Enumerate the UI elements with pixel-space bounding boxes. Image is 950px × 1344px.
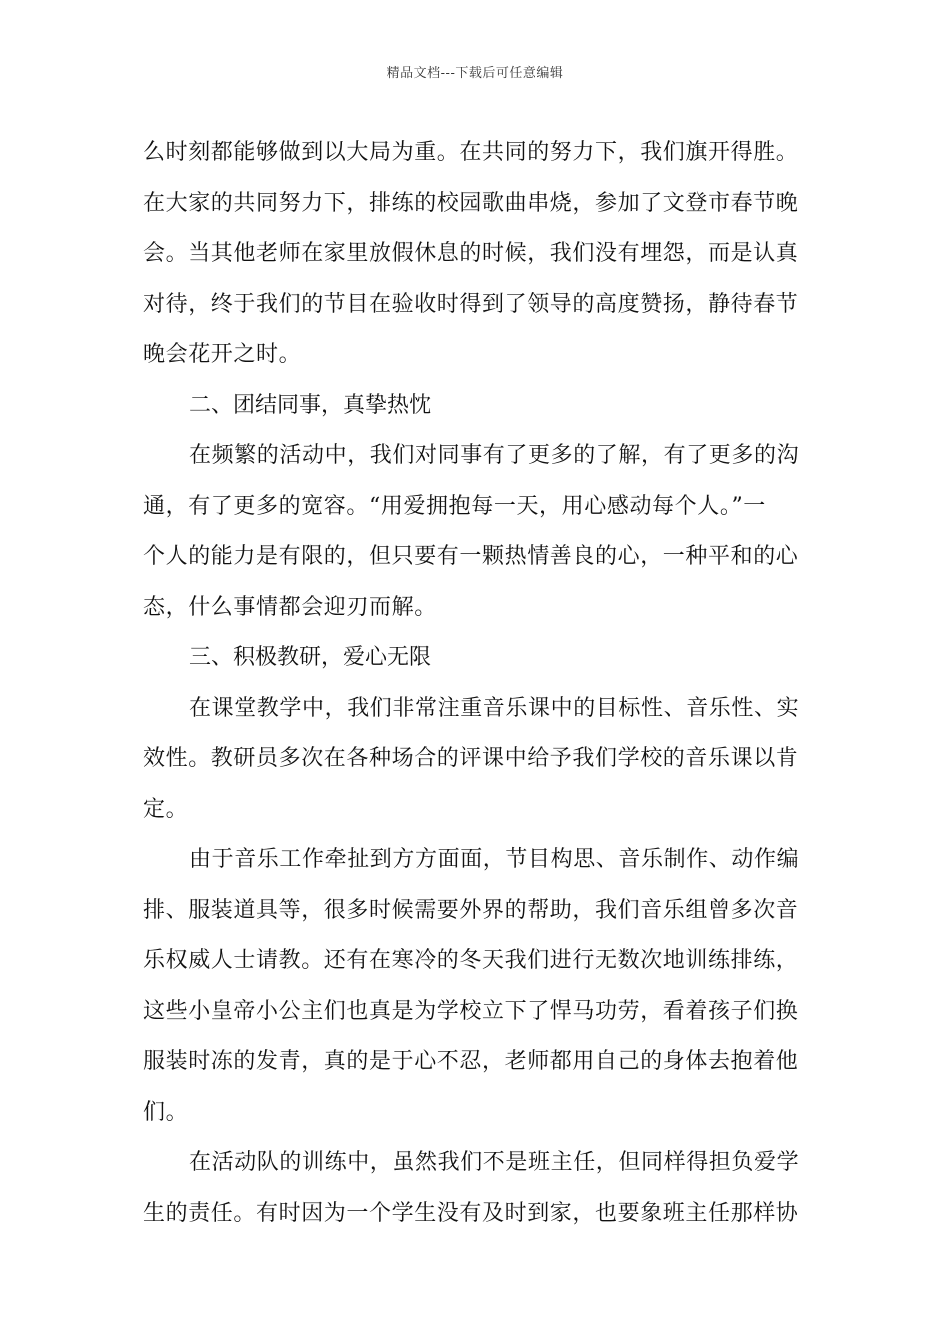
text-line: 排、服装道具等，很多时候需要外界的帮助，我们音乐组曾多次音 xyxy=(143,897,799,923)
text-line: 乐权威人士请教。还有在寒冷的冬天我们进行无数次地训练排练， xyxy=(143,948,799,973)
text-line: 对待，终于我们的节目在验收时得到了领导的高度赞扬，静待春节 xyxy=(143,291,799,317)
paragraph-first-line: 在活动队的训练中，虽然我们不是班主任，但同样得担负爱学 xyxy=(189,1150,800,1175)
text-line: 态，什么事情都会迎刃而解。 xyxy=(143,594,437,620)
section-heading: 二、团结同事，真挚热忱 xyxy=(189,392,432,418)
text-line: 服装时冻的发青，真的是于心不忍，老师都用自己的身体去抱着他 xyxy=(143,1049,799,1074)
text-line: 会。当其他老师在家里放假休息的时候，我们没有埋怨，而是认真 xyxy=(143,241,799,266)
text-line: 在大家的共同努力下，排练的校园歌曲串烧，参加了文登市春节晚 xyxy=(143,190,799,216)
text-line: 这些小皇帝小公主们也真是为学校立下了悍马功劳，看着孩子们换 xyxy=(143,998,799,1024)
text-line: 生的责任。有时因为一个学生没有及时到家，也要象班主任那样协 xyxy=(143,1200,799,1226)
paragraph-first-line: 由于音乐工作牵扯到方方面面，节目构思、音乐制作、动作编 xyxy=(189,847,800,872)
text-line: 通，有了更多的宽容。“用爱拥抱每一天，用心感动每个人。”一 xyxy=(143,493,766,519)
text-line: 效性。教研员多次在各种场合的评课中给予我们学校的音乐课以肯 xyxy=(143,746,799,771)
section-heading: 三、积极教研，爱心无限 xyxy=(189,645,432,670)
text-line: 个人的能力是有限的，但只要有一颗热情善良的心，一种平和的心 xyxy=(143,544,799,569)
text-line: 们。 xyxy=(143,1099,189,1125)
running-header: 精品文档---下载后可任意编辑 xyxy=(386,66,564,81)
text-line: 晚会花开之时。 xyxy=(143,342,302,367)
text-line: 定。 xyxy=(143,796,189,822)
paragraph-first-line: 在频繁的活动中，我们对同事有了更多的了解，有了更多的沟 xyxy=(189,443,800,468)
text-line: 么时刻都能够做到以大局为重。在共同的努力下，我们旗开得胜。 xyxy=(143,140,799,165)
paragraph-first-line: 在课堂教学中，我们非常注重音乐课中的目标性、音乐性、实 xyxy=(189,695,800,721)
body-text xyxy=(143,128,811,1239)
